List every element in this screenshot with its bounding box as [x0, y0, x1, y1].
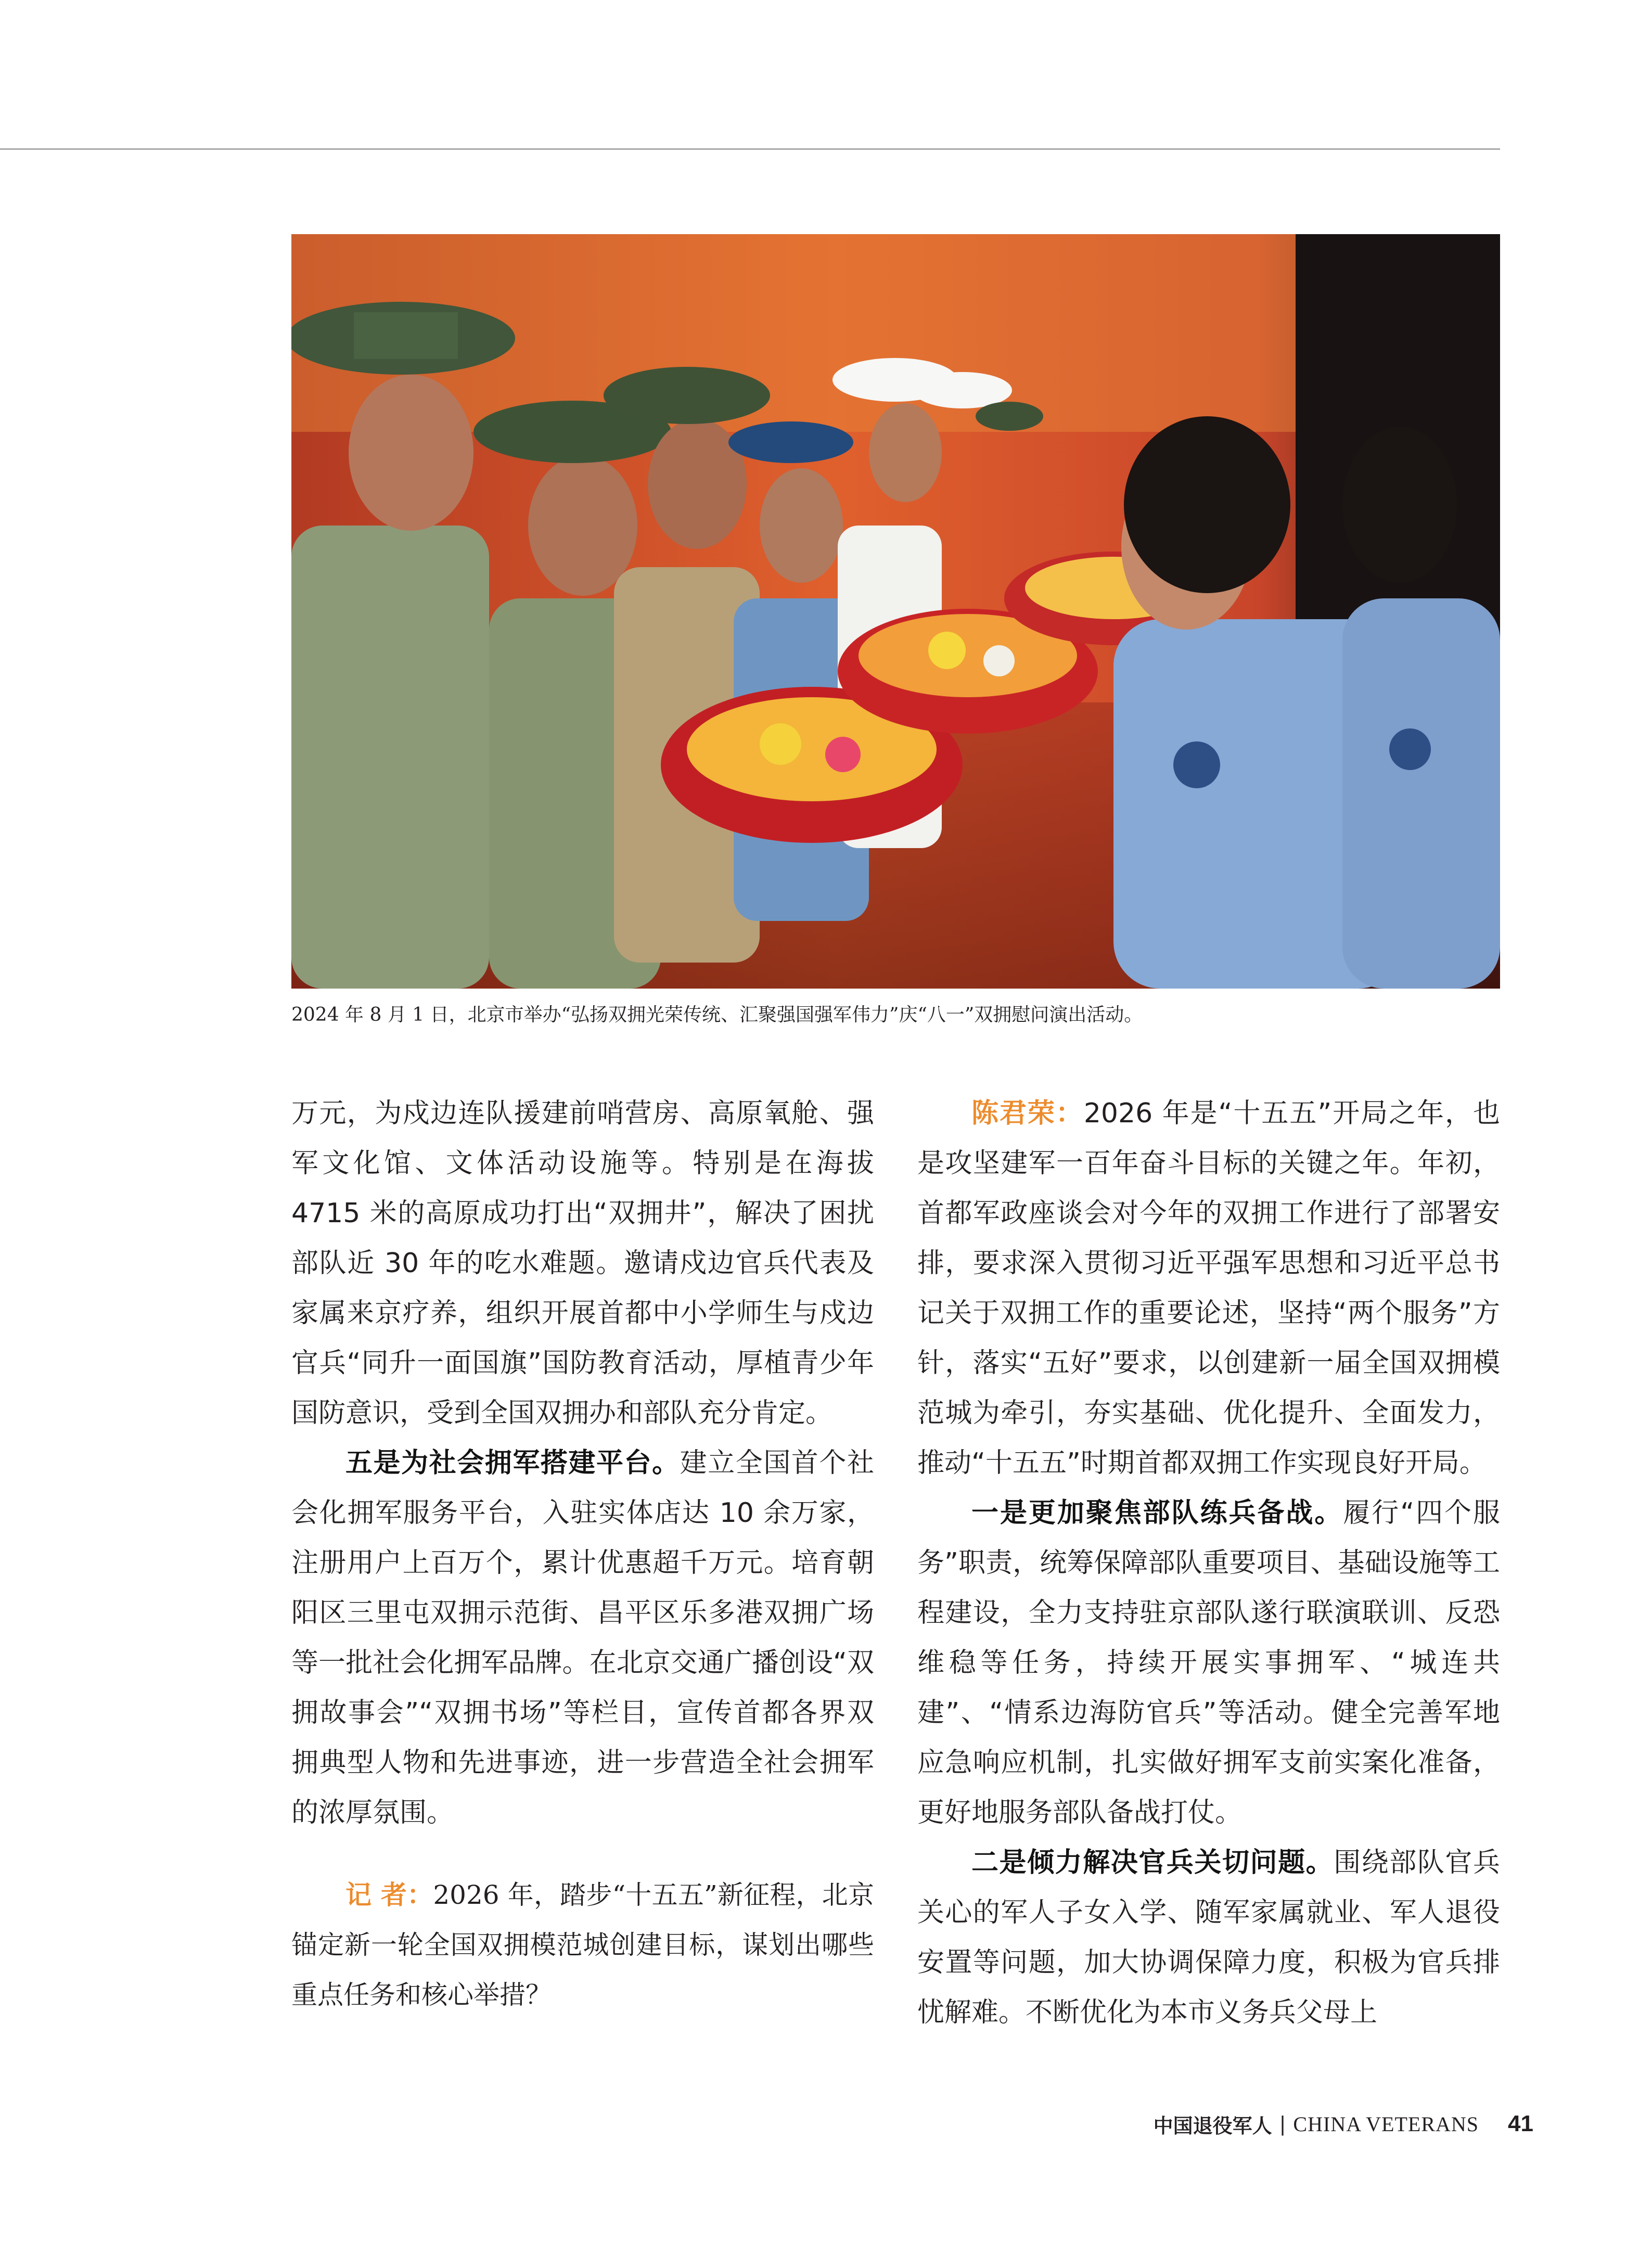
reporter-question-text: 2026 年，踏步“十五五”新征程，北京锚定新一轮全国双拥模范城创建目标，谋划出哪些重点任务和核心举措？	[291, 1880, 874, 2010]
right-paragraph-2-lead: 一是更加聚焦部队练兵备战。	[971, 1497, 1343, 1529]
reporter-question	[291, 1870, 874, 2020]
interviewee-label: 陈君荣：	[971, 1097, 1084, 1129]
left-paragraph-2-body: 建立全国首个社会化拥军服务平台，入驻实体店达 10 余万家，注册用户上百万个，累计优惠超千万元。培育朝阳区三里屯双拥示范街、昌平区乐多港双拥广场等一批社会化拥军品牌。在北京交通广播创设“双拥故事会”“双拥书场”等栏目，宣传首都各界双拥典型人物和先进事迹，进一步营造全社会拥军的浓厚氛围。	[291, 1447, 874, 1828]
footer-separator: |	[1279, 2112, 1286, 2135]
left-paragraph-1: 万元，为戍边连队援建前哨营房、高原氧舱、强军文化馆、文体活动设施等。特别是在海拔 4715 米的高原成功打出“双拥井”，解决了困扰部队近 30 年的吃水难题。邀请戍边官兵代表及家属来京疗养，组织开展首都中小学师生与戍边官兵“同升一面国旗”国防教育活动，厚植青少年国防意识，受到全国双拥办和部队充分肯定。	[291, 1098, 874, 1429]
left-column	[291, 1088, 874, 2020]
page-footer	[1154, 2108, 1533, 2139]
photo-caption: 2024 年 8 月 1 日，北京市举办“弘扬双拥光荣传统、汇聚强国强军伟力”庆“八一”双拥慰问演出活动。	[291, 1004, 1143, 1026]
ceremony-photo-icon	[291, 234, 1500, 989]
right-paragraph-3-body: 围绕部队官兵关心的军人子女入学、随军家属就业、军人退役安置等问题，加大协调保障力度，积极为官兵排忧解难。不断优化为本市义务兵父母上	[917, 1847, 1500, 2028]
right-paragraph-3	[917, 1838, 1500, 2038]
answer-text: 2026 年是“十五五”开局之年，也是攻坚建军一百年奋斗目标的关键之年。年初，首都军政座谈会对今年的双拥工作进行了部署安排，要求深入贯彻习近平强军思想和习近平总书记关于双拥工作的重要论述，坚持“两个服务”方针，落实“五好”要求，以创建新一届全国双拥模范城为牵引，夯实基础、优化提升、全面发力，推动“十五五”时期首都双拥工作实现良好开局。	[917, 1098, 1500, 1479]
ceremony-photo	[291, 234, 1500, 989]
right-paragraph-2-body: 履行“四个服务”职责，统筹保障部队重要项目、基础设施等工程建设，全力支持驻京部队遂行联演联训、反恐维稳等任务，持续开展实事拥军、“城连共建”、“情系边海防官兵”等活动。健全完善军地应急响应机制，扎实做好拥军支前实案化准备，更好地服务部队备战打仗。	[917, 1497, 1500, 1828]
answer-paragraph	[917, 1088, 1500, 1488]
magazine-name-cn: 中国退役军人	[1153, 2114, 1272, 2137]
left-paragraph-2-lead: 五是为社会拥军搭建平台。	[345, 1447, 680, 1479]
right-paragraph-3-lead: 二是倾力解决官兵关切问题。	[971, 1847, 1334, 1878]
page-number: 41	[1508, 2111, 1533, 2136]
right-paragraph-2	[917, 1488, 1500, 1838]
right-column	[917, 1088, 1500, 2038]
left-paragraph-2	[291, 1438, 874, 1838]
reporter-label: 记 者：	[345, 1879, 433, 1910]
magazine-name-en: CHINA VETERANS	[1293, 2112, 1479, 2136]
header-rule	[0, 148, 1500, 150]
